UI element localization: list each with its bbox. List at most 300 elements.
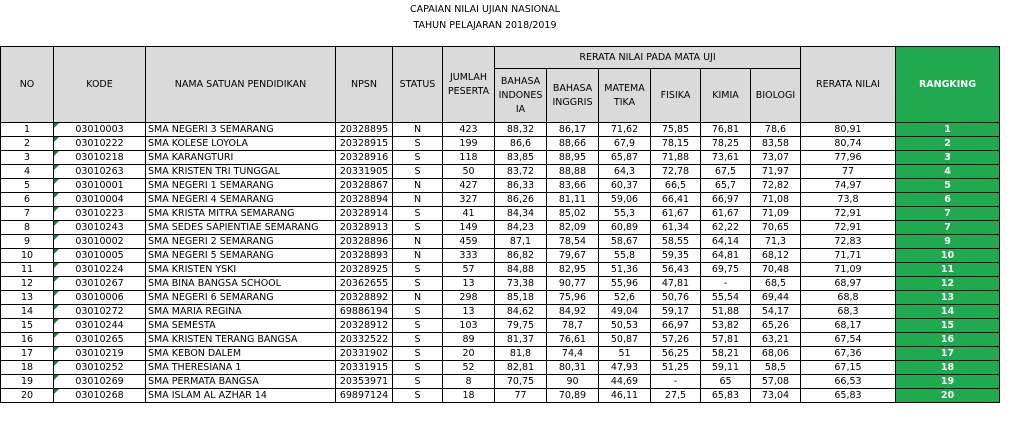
row-nama: SMA NEGERI 2 SEMARANG [146, 235, 336, 249]
row-status: S [393, 389, 443, 403]
row-nama: SMA KRISTEN YSKI [146, 263, 336, 277]
row-rangking: 3 [896, 151, 1000, 165]
row-kode: 03010005 [54, 249, 146, 263]
row-biologi: 69,44 [751, 291, 801, 305]
row-kode: 03010252 [54, 361, 146, 375]
row-fisika: 61,34 [651, 221, 701, 235]
row-matematika: 50,87 [599, 333, 651, 347]
row-rangking: 16 [896, 333, 1000, 347]
row-biologi: 83,58 [751, 137, 801, 151]
row-bahasa-inggris: 75,96 [547, 291, 599, 305]
row-bahasa-indonesia: 81,8 [495, 347, 547, 361]
row-rerata-nilai: 68,17 [801, 319, 896, 333]
row-nama: SMA MARIA REGINA [146, 305, 336, 319]
row-npsn: 20362655 [336, 277, 393, 291]
row-npsn: 20331902 [336, 347, 393, 361]
row-kode: 03010263 [54, 165, 146, 179]
row-rerata-nilai: 67,36 [801, 347, 896, 361]
row-kode: 03010265 [54, 333, 146, 347]
table-row [1, 165, 1000, 179]
row-kode: 03010219 [54, 347, 146, 361]
row-fisika: 72,78 [651, 165, 701, 179]
row-fisika: 58,55 [651, 235, 701, 249]
row-bahasa-indonesia: 88,32 [495, 123, 547, 137]
row-bahasa-indonesia: 84,88 [495, 263, 547, 277]
row-fisika: 61,67 [651, 207, 701, 221]
row-npsn: 20331905 [336, 165, 393, 179]
row-jumlah: 13 [443, 277, 495, 291]
row-rerata-nilai: 71,71 [801, 249, 896, 263]
row-kimia: 76,81 [701, 123, 751, 137]
row-kimia: 55,54 [701, 291, 751, 305]
row-rangking: 10 [896, 249, 1000, 263]
row-biologi: 71,97 [751, 165, 801, 179]
row-jumlah: 50 [443, 165, 495, 179]
row-biologi: 78,6 [751, 123, 801, 137]
row-fisika: 47,81 [651, 277, 701, 291]
row-nama: SMA KARANGTURI [146, 151, 336, 165]
row-fisika: 66,5 [651, 179, 701, 193]
row-status: S [393, 151, 443, 165]
row-nama: SMA KOLESE LOYOLA [146, 137, 336, 151]
row-matematika: 55,3 [599, 207, 651, 221]
row-status: S [393, 375, 443, 389]
row-rangking: 7 [896, 207, 1000, 221]
row-bahasa-indonesia: 73,38 [495, 277, 547, 291]
row-kimia: 53,82 [701, 319, 751, 333]
row-status: N [393, 193, 443, 207]
row-biologi: 58,5 [751, 361, 801, 375]
row-biologi: 70,48 [751, 263, 801, 277]
row-rangking: 14 [896, 305, 1000, 319]
row-kimia: 62,22 [701, 221, 751, 235]
row-bahasa-inggris: 78,7 [547, 319, 599, 333]
row-bahasa-inggris: 78,54 [547, 235, 599, 249]
row-bahasa-inggris: 70,89 [547, 389, 599, 403]
row-kimia: 64,81 [701, 249, 751, 263]
row-kimia: 66,97 [701, 193, 751, 207]
row-kode: 03010003 [54, 123, 146, 137]
header-rerata-mapel: RERATA NILAI PADA MATA UJI [495, 47, 801, 69]
row-rerata-nilai: 71,09 [801, 263, 896, 277]
row-jumlah: 333 [443, 249, 495, 263]
header-kode: KODE [54, 47, 146, 123]
row-nama: SMA KRISTEN TRI TUNGGAL [146, 165, 336, 179]
table-row [1, 333, 1000, 347]
row-jumlah: 459 [443, 235, 495, 249]
row-bahasa-indonesia: 84,34 [495, 207, 547, 221]
row-nama: SMA BINA BANGSA SCHOOL [146, 277, 336, 291]
row-no: 10 [1, 249, 54, 263]
row-status: N [393, 179, 443, 193]
row-rangking: 17 [896, 347, 1000, 361]
row-bahasa-indonesia: 81,37 [495, 333, 547, 347]
row-fisika: 59,17 [651, 305, 701, 319]
table-row [1, 375, 1000, 389]
row-bahasa-inggris: 81,11 [547, 193, 599, 207]
row-npsn: 69897124 [336, 389, 393, 403]
row-biologi: 54,17 [751, 305, 801, 319]
row-kimia: 65,7 [701, 179, 751, 193]
row-kimia: - [701, 277, 751, 291]
table-row [1, 319, 1000, 333]
row-rerata-nilai: 67,15 [801, 361, 896, 375]
row-nama: SMA PERMATA BANGSA [146, 375, 336, 389]
row-kode: 03010002 [54, 235, 146, 249]
row-npsn: 20328912 [336, 319, 393, 333]
table-row [1, 193, 1000, 207]
row-rerata-nilai: 80,91 [801, 123, 896, 137]
row-biologi: 73,07 [751, 151, 801, 165]
table-body [1, 123, 1000, 403]
row-npsn: 20328893 [336, 249, 393, 263]
row-nama: SMA KRISTEN TERANG BANGSA [146, 333, 336, 347]
row-jumlah: 18 [443, 389, 495, 403]
row-status: S [393, 277, 443, 291]
header-jumlah-peserta: JUMLAH PESERTA [443, 47, 495, 123]
row-jumlah: 8 [443, 375, 495, 389]
row-rerata-nilai: 74,97 [801, 179, 896, 193]
row-kimia: 69,75 [701, 263, 751, 277]
row-bahasa-inggris: 80,31 [547, 361, 599, 375]
table-row [1, 137, 1000, 151]
table-row [1, 361, 1000, 375]
row-kode: 03010268 [54, 389, 146, 403]
row-bahasa-inggris: 88,88 [547, 165, 599, 179]
row-rangking: 13 [896, 291, 1000, 305]
row-status: S [393, 361, 443, 375]
row-npsn: 20328892 [336, 291, 393, 305]
row-bahasa-inggris: 76,61 [547, 333, 599, 347]
row-jumlah: 423 [443, 123, 495, 137]
row-fisika: 59,35 [651, 249, 701, 263]
row-biologi: 65,26 [751, 319, 801, 333]
row-matematika: 67,9 [599, 137, 651, 151]
row-status: S [393, 263, 443, 277]
row-rerata-nilai: 65,83 [801, 389, 896, 403]
row-fisika: 57,26 [651, 333, 701, 347]
row-bahasa-inggris: 86,17 [547, 123, 599, 137]
header-rerata-nilai: RERATA NILAI [801, 47, 896, 123]
row-rangking: 12 [896, 277, 1000, 291]
header-no: NO [1, 47, 54, 123]
row-kimia: 65 [701, 375, 751, 389]
row-no: 3 [1, 151, 54, 165]
row-bahasa-inggris: 83,66 [547, 179, 599, 193]
row-rangking: 11 [896, 263, 1000, 277]
row-bahasa-inggris: 82,09 [547, 221, 599, 235]
results-table [0, 46, 1000, 403]
row-rerata-nilai: 77 [801, 165, 896, 179]
row-bahasa-indonesia: 84,62 [495, 305, 547, 319]
row-biologi: 68,06 [751, 347, 801, 361]
row-jumlah: 103 [443, 319, 495, 333]
header-rangking: RANGKING [896, 47, 1000, 123]
row-no: 17 [1, 347, 54, 361]
row-matematika: 58,67 [599, 235, 651, 249]
table-row [1, 277, 1000, 291]
row-biologi: 71,09 [751, 207, 801, 221]
row-kode: 03010269 [54, 375, 146, 389]
table-row [1, 179, 1000, 193]
table-row [1, 221, 1000, 235]
row-jumlah: 327 [443, 193, 495, 207]
header-nama: NAMA SATUAN PENDIDIKAN [146, 47, 336, 123]
table-row [1, 249, 1000, 263]
row-matematika: 64,3 [599, 165, 651, 179]
row-nama: SMA NEGERI 1 SEMARANG [146, 179, 336, 193]
row-status: S [393, 319, 443, 333]
table-row [1, 389, 1000, 403]
row-fisika: 51,25 [651, 361, 701, 375]
row-nama: SMA NEGERI 3 SEMARANG [146, 123, 336, 137]
row-biologi: 72,82 [751, 179, 801, 193]
row-kimia: 58,21 [701, 347, 751, 361]
row-matematika: 47,93 [599, 361, 651, 375]
row-fisika: 66,97 [651, 319, 701, 333]
row-bahasa-inggris: 82,95 [547, 263, 599, 277]
row-matematika: 60,89 [599, 221, 651, 235]
row-bahasa-indonesia: 79,75 [495, 319, 547, 333]
report-title: CAPAIAN NILAI UJIAN NASIONAL [410, 4, 560, 15]
row-biologi: 71,3 [751, 235, 801, 249]
row-npsn: 20328867 [336, 179, 393, 193]
row-bahasa-indonesia: 86,33 [495, 179, 547, 193]
row-no: 9 [1, 235, 54, 249]
row-rangking: 20 [896, 389, 1000, 403]
row-rangking: 1 [896, 123, 1000, 137]
row-kimia: 57,81 [701, 333, 751, 347]
row-jumlah: 52 [443, 361, 495, 375]
row-kode: 03010001 [54, 179, 146, 193]
row-fisika: 75,85 [651, 123, 701, 137]
table-row [1, 235, 1000, 249]
row-npsn: 20328916 [336, 151, 393, 165]
row-matematika: 49,04 [599, 305, 651, 319]
row-matematika: 55,8 [599, 249, 651, 263]
row-nama: SMA NEGERI 6 SEMARANG [146, 291, 336, 305]
row-bahasa-inggris: 79,67 [547, 249, 599, 263]
row-matematika: 44,69 [599, 375, 651, 389]
row-rangking: 18 [896, 361, 1000, 375]
header-bahasa-inggris: BAHASA INGGRIS [547, 69, 599, 123]
row-jumlah: 118 [443, 151, 495, 165]
row-bahasa-indonesia: 83,72 [495, 165, 547, 179]
row-fisika: - [651, 375, 701, 389]
row-status: N [393, 291, 443, 305]
header-status: STATUS [393, 47, 443, 123]
row-fisika: 71,88 [651, 151, 701, 165]
table-row [1, 207, 1000, 221]
row-matematika: 51 [599, 347, 651, 361]
row-rerata-nilai: 66,53 [801, 375, 896, 389]
row-status: S [393, 207, 443, 221]
row-rangking: 2 [896, 137, 1000, 151]
row-biologi: 57,08 [751, 375, 801, 389]
row-npsn: 20328896 [336, 235, 393, 249]
row-no: 19 [1, 375, 54, 389]
row-nama: SMA SEMESTA [146, 319, 336, 333]
row-kode: 03010243 [54, 221, 146, 235]
row-bahasa-inggris: 74,4 [547, 347, 599, 361]
row-biologi: 68,12 [751, 249, 801, 263]
row-no: 8 [1, 221, 54, 235]
row-fisika: 66,41 [651, 193, 701, 207]
row-rangking: 4 [896, 165, 1000, 179]
row-no: 14 [1, 305, 54, 319]
row-no: 18 [1, 361, 54, 375]
row-no: 12 [1, 277, 54, 291]
row-npsn: 20328913 [336, 221, 393, 235]
table-row [1, 291, 1000, 305]
header-matematika: MATEMA TIKA [599, 69, 651, 123]
row-matematika: 55,96 [599, 277, 651, 291]
row-npsn: 20332522 [336, 333, 393, 347]
row-no: 15 [1, 319, 54, 333]
row-fisika: 50,76 [651, 291, 701, 305]
row-biologi: 73,04 [751, 389, 801, 403]
table-row [1, 347, 1000, 361]
row-status: N [393, 123, 443, 137]
row-bahasa-indonesia: 70,75 [495, 375, 547, 389]
row-bahasa-inggris: 85,02 [547, 207, 599, 221]
row-rerata-nilai: 72,91 [801, 207, 896, 221]
row-bahasa-indonesia: 84,23 [495, 221, 547, 235]
row-jumlah: 298 [443, 291, 495, 305]
row-npsn: 20328895 [336, 123, 393, 137]
row-biologi: 63,21 [751, 333, 801, 347]
row-nama: SMA KEBON DALEM [146, 347, 336, 361]
row-kode: 03010222 [54, 137, 146, 151]
row-matematika: 52,6 [599, 291, 651, 305]
row-nama: SMA ISLAM AL AZHAR 14 [146, 389, 336, 403]
row-status: N [393, 235, 443, 249]
row-jumlah: 427 [443, 179, 495, 193]
row-no: 20 [1, 389, 54, 403]
row-bahasa-indonesia: 86,82 [495, 249, 547, 263]
header-fisika: FISIKA [651, 69, 701, 123]
row-no: 5 [1, 179, 54, 193]
row-bahasa-indonesia: 86,6 [495, 137, 547, 151]
row-rerata-nilai: 68,3 [801, 305, 896, 319]
row-jumlah: 41 [443, 207, 495, 221]
row-rangking: 5 [896, 179, 1000, 193]
row-npsn: 20328925 [336, 263, 393, 277]
row-bahasa-indonesia: 82,81 [495, 361, 547, 375]
row-status: S [393, 305, 443, 319]
row-npsn: 20353971 [336, 375, 393, 389]
row-status: S [393, 333, 443, 347]
row-bahasa-inggris: 84,92 [547, 305, 599, 319]
row-rerata-nilai: 68,97 [801, 277, 896, 291]
row-npsn: 69886194 [336, 305, 393, 319]
row-nama: SMA KRISTA MITRA SEMARANG [146, 207, 336, 221]
row-kimia: 65,83 [701, 389, 751, 403]
row-no: 4 [1, 165, 54, 179]
header-biologi: BIOLOGI [751, 69, 801, 123]
row-rerata-nilai: 68,8 [801, 291, 896, 305]
row-no: 11 [1, 263, 54, 277]
row-fisika: 56,25 [651, 347, 701, 361]
row-npsn: 20328915 [336, 137, 393, 151]
row-status: N [393, 249, 443, 263]
row-matematika: 71,62 [599, 123, 651, 137]
row-jumlah: 13 [443, 305, 495, 319]
row-jumlah: 20 [443, 347, 495, 361]
row-kimia: 64,14 [701, 235, 751, 249]
row-biologi: 68,5 [751, 277, 801, 291]
row-status: S [393, 347, 443, 361]
row-bahasa-indonesia: 85,18 [495, 291, 547, 305]
table-row [1, 263, 1000, 277]
row-bahasa-indonesia: 87,1 [495, 235, 547, 249]
row-no: 13 [1, 291, 54, 305]
row-npsn: 20328914 [336, 207, 393, 221]
row-bahasa-inggris: 88,95 [547, 151, 599, 165]
row-no: 6 [1, 193, 54, 207]
row-rerata-nilai: 67,54 [801, 333, 896, 347]
row-jumlah: 149 [443, 221, 495, 235]
row-status: S [393, 165, 443, 179]
row-rerata-nilai: 80,74 [801, 137, 896, 151]
row-rerata-nilai: 72,91 [801, 221, 896, 235]
row-rangking: 7 [896, 221, 1000, 235]
row-no: 2 [1, 137, 54, 151]
table-row [1, 151, 1000, 165]
header-npsn: NPSN [336, 47, 393, 123]
header-bahasa-indonesia: BAHASA INDONES IA [495, 69, 547, 123]
row-rangking: 9 [896, 235, 1000, 249]
row-npsn: 20328894 [336, 193, 393, 207]
row-nama: SMA NEGERI 4 SEMARANG [146, 193, 336, 207]
row-rangking: 19 [896, 375, 1000, 389]
row-bahasa-indonesia: 86,26 [495, 193, 547, 207]
title-area [0, 0, 1024, 46]
row-fisika: 27,5 [651, 389, 701, 403]
row-biologi: 71,08 [751, 193, 801, 207]
row-nama: SMA THERESIANA 1 [146, 361, 336, 375]
row-matematika: 59,06 [599, 193, 651, 207]
row-kode: 03010272 [54, 305, 146, 319]
row-matematika: 65,87 [599, 151, 651, 165]
row-nama: SMA NEGERI 5 SEMARANG [146, 249, 336, 263]
row-bahasa-inggris: 90 [547, 375, 599, 389]
row-kode: 03010224 [54, 263, 146, 277]
row-bahasa-indonesia: 83,85 [495, 151, 547, 165]
row-kode: 03010006 [54, 291, 146, 305]
table-row [1, 305, 1000, 319]
row-kimia: 51,88 [701, 305, 751, 319]
row-kimia: 59,11 [701, 361, 751, 375]
row-jumlah: 89 [443, 333, 495, 347]
row-kimia: 67,5 [701, 165, 751, 179]
header-kimia: KIMIA [701, 69, 751, 123]
row-kode: 03010004 [54, 193, 146, 207]
row-no: 16 [1, 333, 54, 347]
row-status: S [393, 221, 443, 235]
row-no: 1 [1, 123, 54, 137]
row-kode: 03010218 [54, 151, 146, 165]
row-rangking: 15 [896, 319, 1000, 333]
row-rerata-nilai: 72,83 [801, 235, 896, 249]
row-kimia: 73,61 [701, 151, 751, 165]
row-rangking: 6 [896, 193, 1000, 207]
row-jumlah: 57 [443, 263, 495, 277]
table-row [1, 123, 1000, 137]
row-bahasa-inggris: 90,77 [547, 277, 599, 291]
row-kode: 03010244 [54, 319, 146, 333]
row-status: S [393, 137, 443, 151]
